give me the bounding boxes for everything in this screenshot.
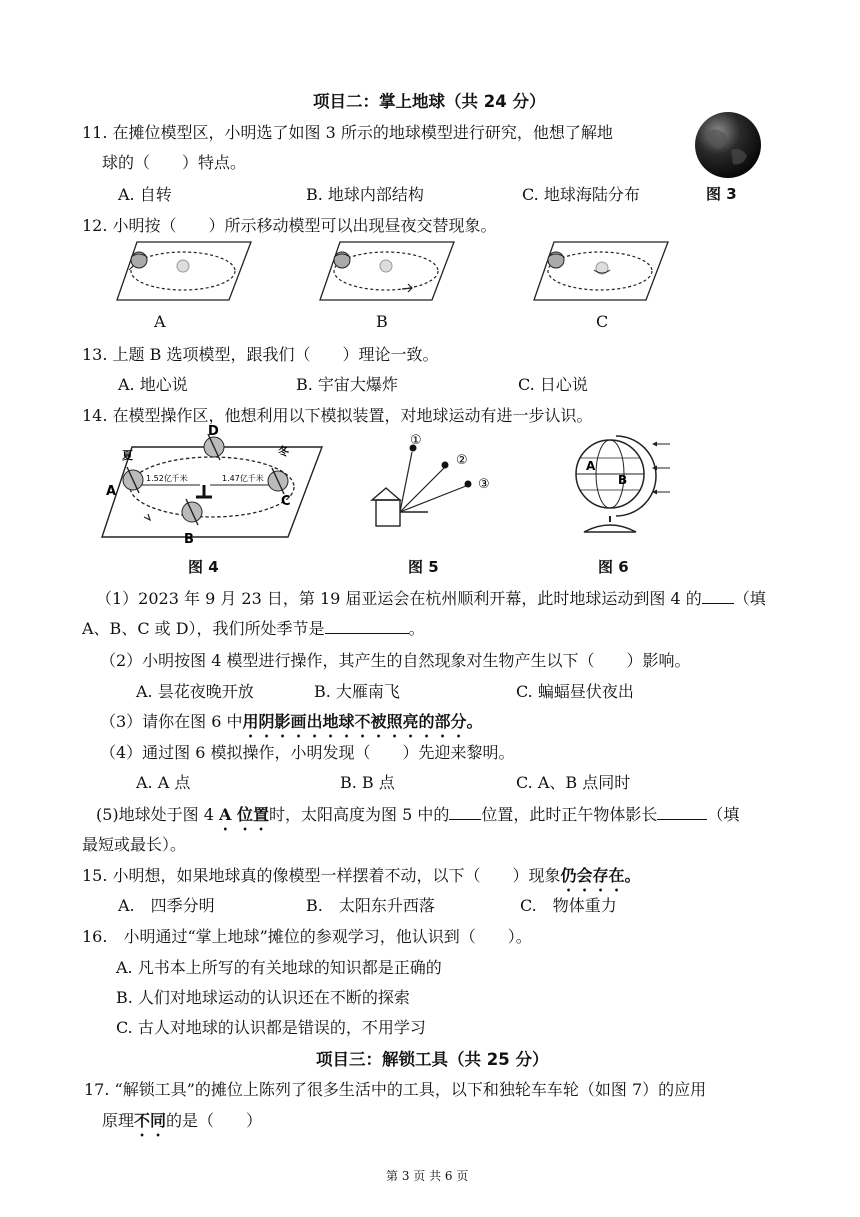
q13-option-a[interactable]: A. 地心说 — [118, 375, 188, 394]
fig5-position-1: ① — [410, 433, 422, 448]
q14-part1-line1: （1）2023 年 9 月 23 日，第 19 届亚运会在杭州顺利开幕，此时地球运动到图 4 的 （填 — [96, 589, 766, 608]
q14-part4-option-b[interactable]: B. B 点 — [340, 773, 395, 792]
q16-stem: 16. 小明通过“掌上地球”摊位的参观学习，他认识到（ ）。 — [82, 927, 532, 946]
q14-part3-emphasis: 用阴影画出地球不被照亮的部分。 — [242, 712, 483, 731]
q14-part5-blank1[interactable] — [449, 805, 481, 820]
q14-part2-option-c[interactable]: C. 蝙蝠昼伏夜出 — [516, 682, 634, 701]
fig4-label-d: D — [208, 425, 219, 439]
q15-option-b[interactable]: B. 太阳东升西落 — [306, 896, 435, 915]
figure3-caption: 图 3 — [706, 185, 737, 203]
q12-model-b-diagram — [318, 238, 458, 304]
q14-part3-stem: （3）请你在图 6 中用阴影画出地球不被照亮的部分。 — [100, 712, 483, 731]
figure6-globe-diagram — [566, 428, 676, 536]
fig4-distance-right: 1.47亿千米 — [222, 474, 264, 483]
q17-emphasis: 不同 — [134, 1111, 167, 1130]
fig4-distance-left: 1.52亿千米 — [146, 474, 188, 483]
fig5-position-2: ② — [456, 453, 468, 468]
q15-emphasis: 仍会存在。 — [560, 866, 641, 885]
q11-option-a[interactable]: A. 自转 — [118, 185, 172, 204]
q11-option-b[interactable]: B. 地球内部结构 — [306, 185, 424, 204]
q15-stem: 15. 小明想，如果地球真的像模型一样摆着不动，以下（ ）现象仍会存在。 — [82, 866, 641, 885]
q15-option-c[interactable]: C. 物体重力 — [520, 896, 617, 915]
q11-option-c[interactable]: C. 地球海陆分布 — [522, 185, 640, 204]
fig4-label-a: A — [106, 484, 117, 499]
q12-option-b[interactable]: B — [376, 312, 388, 331]
figure6-caption: 图 6 — [598, 558, 629, 576]
section2-title: 项目二：掌上地球（共 24 分） — [313, 92, 546, 111]
q14-part2-option-a[interactable]: A. 昙花夜晚开放 — [136, 682, 254, 701]
figure4-caption: 图 4 — [188, 558, 219, 576]
q11-stem-line1: 11. 在摊位模型区，小明选了如图 3 所示的地球模型进行研究，他想了解地 — [82, 123, 613, 142]
q14-part2-stem: （2）小明按图 4 模型进行操作，其产生的自然现象对生物产生以下（ ）影响。 — [100, 651, 691, 670]
q12-option-a[interactable]: A — [154, 312, 166, 331]
q14-stem: 14. 在模型操作区，他想利用以下模拟装置，对地球运动有进一步认识。 — [82, 406, 593, 425]
q14-part5-line1: (5)地球处于图 4 A 位置时，太阳高度为图 5 中的 位置，此时正午物体影长 （填 — [96, 805, 740, 824]
figure5-sun-height-diagram — [368, 428, 498, 532]
q14-part4-option-c[interactable]: C. A、B 点同时 — [516, 773, 631, 792]
q14-part1-blank1[interactable] — [702, 589, 734, 604]
fig4-label-c: C — [281, 494, 291, 509]
fig6-point-a: A — [586, 459, 596, 473]
q14-part2-option-b[interactable]: B. 大雁南飞 — [314, 682, 400, 701]
q17-stem-line1: 17. “解锁工具”的摊位上陈列了很多生活中的工具，以下和独轮车车轮（如图 7）的应用 — [84, 1080, 707, 1099]
figure4-orbit-diagram — [100, 425, 325, 545]
q11-stem-line2: 球的（ ）特点。 — [102, 153, 247, 172]
fig4-label-winter: 冬 — [278, 445, 289, 458]
q15-option-a[interactable]: A. 四季分明 — [118, 896, 215, 915]
q13-option-c[interactable]: C. 日心说 — [518, 375, 588, 394]
q14-part5-emphasis: A 位置 — [219, 805, 270, 824]
q12-stem: 12. 小明按（ ）所示移动模型可以出现昼夜交替现象。 — [82, 216, 497, 235]
q14-part4-stem: （4）通过图 6 模拟操作，小明发现（ ）先迎来黎明。 — [100, 743, 515, 762]
q16-option-a[interactable]: A. 凡书本上所写的有关地球的知识都是正确的 — [116, 958, 442, 977]
fig6-point-b: B — [618, 473, 628, 487]
fig4-label-summer: 夏 — [122, 449, 133, 462]
q14-part4-option-a[interactable]: A. A 点 — [136, 773, 191, 792]
q12-model-a-diagram — [115, 238, 255, 304]
q14-part5-line2: 最短或最长）。 — [82, 835, 187, 854]
q16-option-b[interactable]: B. 人们对地球运动的认识还在不断的探索 — [116, 988, 410, 1007]
q17-stem-line2: 原理不同的是（ ） — [102, 1111, 263, 1130]
q13-stem: 13. 上题 B 选项模型，跟我们（ ）理论一致。 — [82, 345, 439, 364]
q14-part5-blank2[interactable] — [657, 805, 707, 820]
q14-part1-line2: A、B、C 或 D），我们所处季节是 。 — [82, 619, 425, 638]
q13-option-b[interactable]: B. 宇宙大爆炸 — [296, 375, 398, 394]
fig4-label-b: B — [184, 532, 194, 545]
page-footer: 第 3 页 共 6 页 — [386, 1169, 469, 1183]
section3-title: 项目三：解锁工具（共 25 分） — [316, 1050, 549, 1069]
q12-option-c[interactable]: C — [596, 312, 609, 331]
q12-model-c-diagram — [532, 238, 672, 304]
figure3-globe-image — [693, 110, 763, 180]
figure5-caption: 图 5 — [408, 558, 439, 576]
q16-option-c[interactable]: C. 古人对地球的认识都是错误的，不用学习 — [116, 1018, 426, 1037]
q14-part1-blank2[interactable] — [325, 619, 409, 634]
fig5-position-3: ③ — [478, 477, 490, 492]
